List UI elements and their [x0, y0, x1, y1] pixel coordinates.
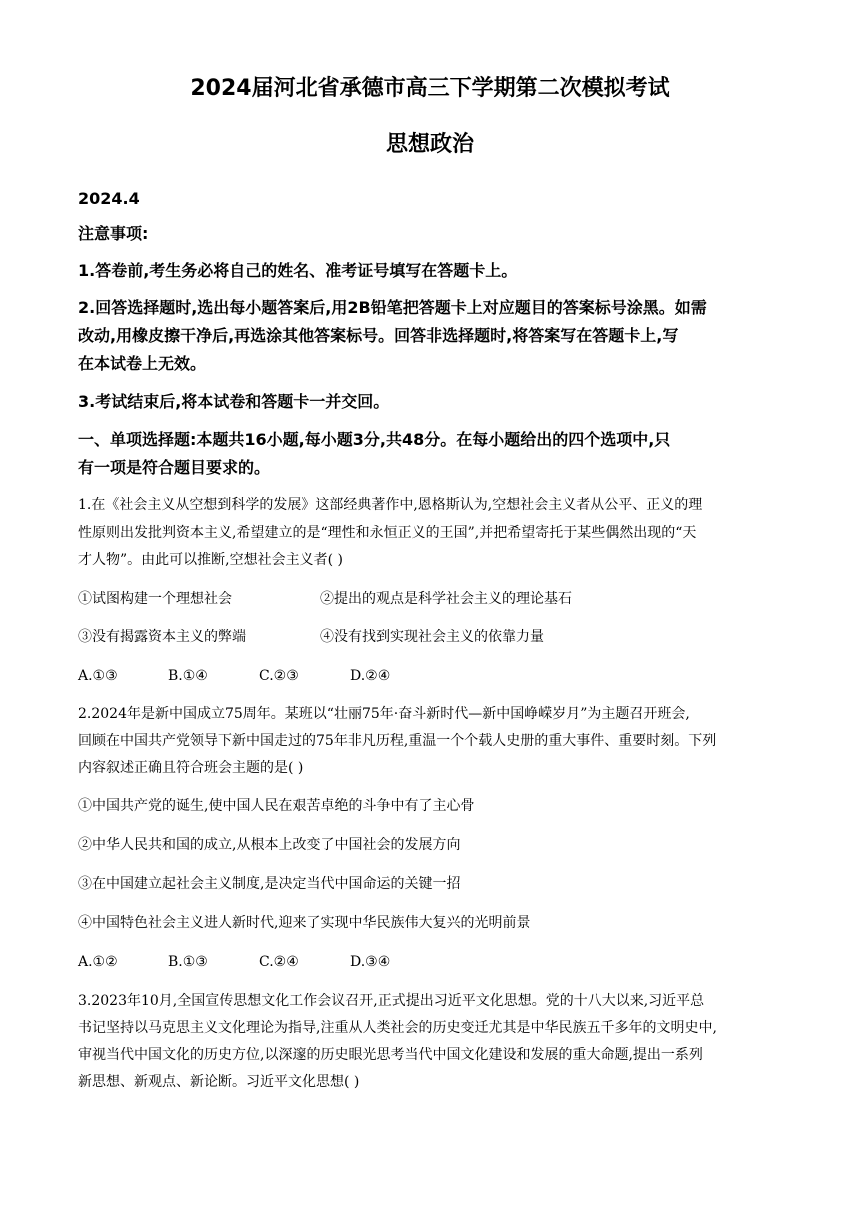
question-2-statement-4: ④中国特色社会主义进人新时代,迎来了实现中华民族伟大复兴的光明前景 [78, 915, 531, 931]
notice-item-2-line-2: 改动,用橡皮擦干净后,再选涂其他答案标号。回答非选择题时,将答案写在答题卡上,写 [78, 326, 679, 345]
question-3-line-4: 新思想、新观点、新论断。习近平文化思想( ) [78, 1074, 360, 1090]
question-3-line-2: 书记坚持以马克思主义文化理论为指导,注重从人类社会的历史变迁尤其是中华民族五千多年的文明史中, [78, 1020, 717, 1036]
question-2-line-2: 回顾在中国共产党领导下新中国走过的75年非凡历程,重温一个个载人史册的重大事件、重要时刻。下列 [78, 733, 717, 749]
question-2-option-a: A.①② [78, 954, 118, 970]
section-heading-line-2: 有一项是符合题目要求的。 [78, 458, 271, 477]
question-2-line-3: 内容叙述正确且符合班会主题的是( ) [78, 760, 304, 776]
question-1-option-c: C.②③ [259, 668, 299, 684]
question-3-line-1: 3.2023年10月,全国宣传思想文化工作会议召开,正式提出习近平文化思想。党的十八大以来,习近平总 [78, 993, 705, 1009]
notice-item-1: 1.答卷前,考生务必将自己的姓名、准考证号填写在答题卡上。 [78, 261, 518, 280]
notice-heading: 注意事项: [78, 224, 149, 243]
question-3-line-3: 审视当代中国文化的历史方位,以深邃的历史眼光思考当代中国文化建设和发展的重大命题,提出一系列 [78, 1047, 703, 1063]
question-1-statement-3: ③没有揭露资本主义的弊端 [78, 629, 246, 645]
question-1-option-d: D.②④ [350, 668, 391, 684]
subject-title: 思想政治 [385, 132, 474, 157]
notice-item-2-line-1: 2.回答选择题时,选出每小题答案后,用2B铅笔把答题卡上对应题目的答案标号涂黑。如需 [78, 298, 707, 317]
question-1-line-3: 才人物”。由此可以推断,空想社会主义者( ) [78, 552, 343, 568]
question-2-statement-3: ③在中国建立起社会主义制度,是决定当代中国命运的关键一招 [78, 876, 461, 892]
question-1-option-a: A.①③ [78, 668, 118, 684]
exam-title: 2024届河北省承德市高三下学期第二次模拟考试 [190, 76, 670, 101]
section-heading-line-1: 一、单项选择题:本题共16小题,每小题3分,共48分。在每小题给出的四个选项中,只 [78, 430, 671, 449]
question-1-statement-1: ①试图构建一个理想社会 [78, 591, 232, 607]
question-2-line-1: 2.2024年是新中国成立75周年。某班以“壮丽75年·奋斗新时代—新中国峥嵘岁月”为主题召开班会, [78, 706, 690, 722]
question-2-statement-1: ①中国共产党的诞生,使中国人民在艰苦卓绝的斗争中有了主心骨 [78, 798, 475, 814]
question-1-option-b: B.①④ [168, 668, 208, 684]
question-1-line-2: 性原则出发批判资本主义,希望建立的是“理性和永恒正义的王国”,并把希望寄托于某些偶然出现的“天 [78, 525, 697, 541]
notice-item-3: 3.考试结束后,将本试卷和答题卡一并交回。 [78, 392, 390, 411]
notice-item-2-line-3: 在本试卷上无效。 [78, 354, 207, 373]
question-1-line-1: 1.在《社会主义从空想到科学的发展》这部经典著作中,恩格斯认为,空想社会主义者从公平、正义的理 [78, 497, 703, 513]
question-2-option-c: C.②④ [259, 954, 299, 970]
exam-date: 2024.4 [78, 189, 140, 208]
question-2-option-b: B.①③ [168, 954, 208, 970]
question-1-statement-4: ④没有找到实现社会主义的依靠力量 [320, 629, 544, 645]
question-2-statement-2: ②中华人民共和国的成立,从根本上改变了中国社会的发展方向 [78, 837, 461, 853]
question-2-option-d: D.③④ [350, 954, 391, 970]
question-1-statement-2: ②提出的观点是科学社会主义的理论基石 [320, 591, 572, 607]
